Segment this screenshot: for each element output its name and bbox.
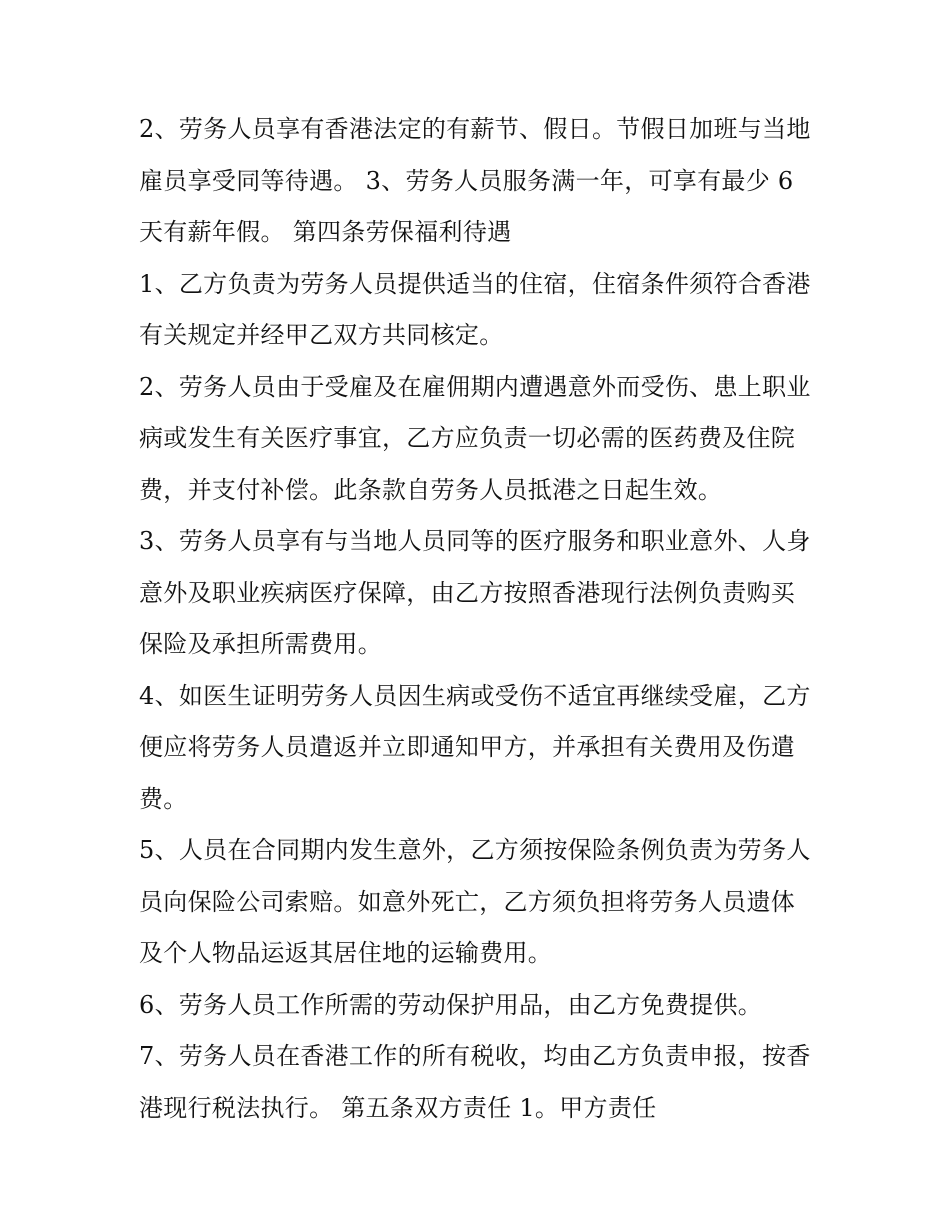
paragraph-repatriation: 4、如医生证明劳务人员因生病或受伤不适宜再继续受雇，乙方便应将劳务人员遣返并立即通知甲方，并承担有关费用及伤遣费。 bbox=[139, 681, 811, 813]
paragraph-injury-medical-costs: 2、劳务人员由于受雇及在雇佣期内遭遇意外而受伤、患上职业病或发生有关医疗事宜，乙方应负责一切必需的医药费及住院费，并支付补偿。此条款自劳务人员抵港之日起生效。 bbox=[139, 372, 811, 504]
paragraph-accident-claims: 5、人员在合同期内发生意外，乙方须按保险条例负责为劳务人员向保险公司索赔。如意外死亡，乙方须负担将劳务人员遗体及个人物品运返其居住地的运输费用。 bbox=[139, 836, 811, 967]
document-body bbox=[139, 104, 819, 1134]
paragraph-taxation: 7、劳务人员在香港工作的所有税收，均由乙方负责申报，按香港现行税法执行。 第五条双方责任 1。甲方责任 bbox=[139, 1042, 811, 1122]
paragraph-accommodation: 1、乙方负责为劳务人员提供适当的住宿，住宿条件须符合香港有关规定并经甲乙双方共同核定。 bbox=[139, 269, 811, 349]
paragraph-protective-equipment: 6、劳务人员工作所需的劳动保护用品，由乙方免费提供。 bbox=[139, 990, 763, 1019]
paragraph-holiday-and-annual-leave: 2、劳务人员享有香港法定的有薪节、假日。节假日加班与当地雇员享受同等待遇。 3、劳务人员服务满一年，可享有最少 6 天有薪年假。 第四条劳保福利待遇 bbox=[139, 115, 811, 246]
paragraph-medical-insurance: 3、劳务人员享有与当地人员同等的医疗服务和职业意外、人身意外及职业疾病医疗保障，由乙方按照香港现行法例负责购买保险及承担所需费用。 bbox=[139, 527, 811, 658]
